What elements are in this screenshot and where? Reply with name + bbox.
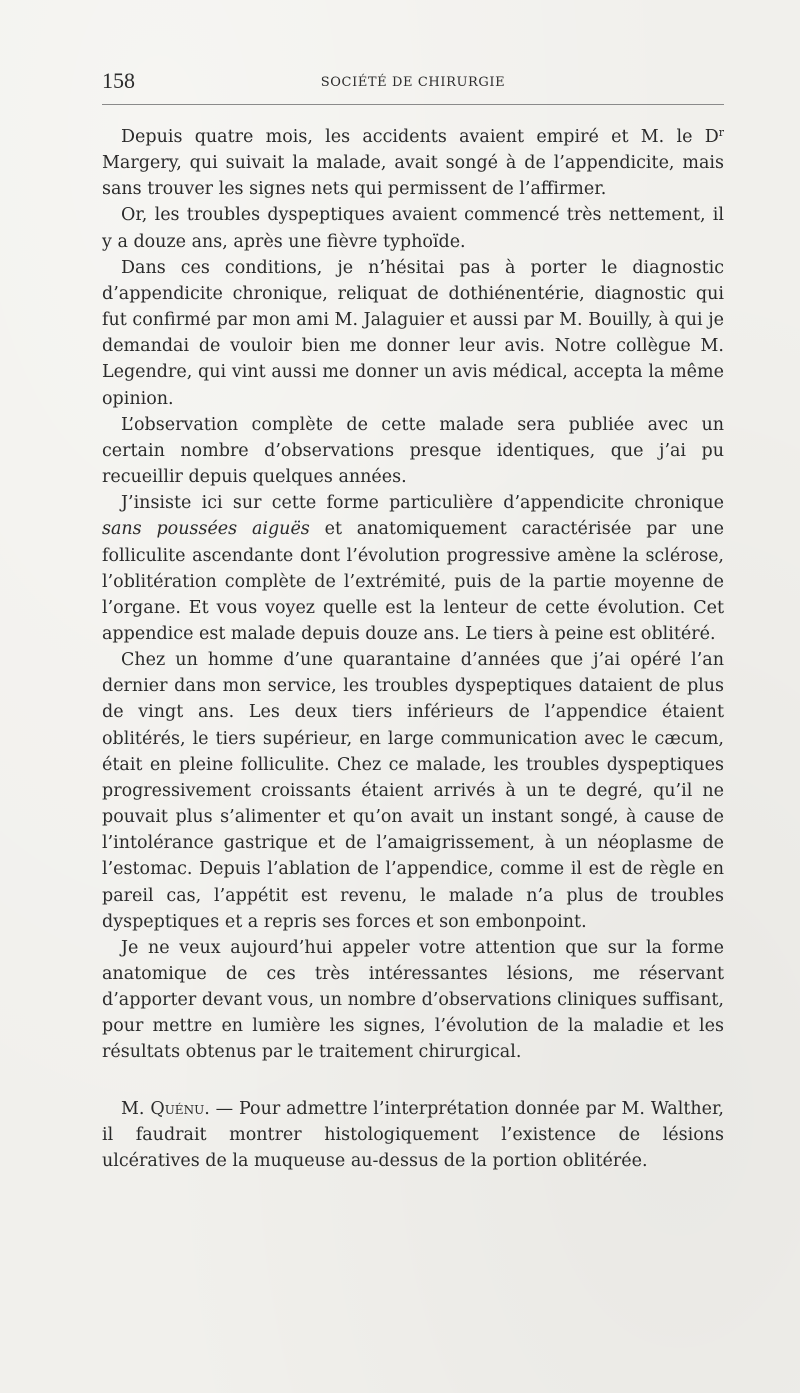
paragraph: Chez un homme d’une quarantaine d’années que j’ai opéré l’an dernier dans mon service, les troubles dyspeptiques dataient de plus de vingt ans. Les deux tiers inférieurs de l’appendice étaient oblitérés, le tiers supérieur, en large communication avec le cæcum, était en pleine folliculite. Chez ce malade, les troubles dyspeptiques progressivement croissants étaient arrivés à un te degré, qu’il ne pouvait plus s’alimenter et qu’on avait un instant songé, à cause de l’intolérance gastrique et de l’amaigrissement, à un néoplasme de l’estomac. Depuis l’ablation de l’appendice, comme il est de règle en pareil cas, l’appétit est revenu, le malade n’a plus de troubles dyspeptiques et a repris ses forces et son embonpoint. <box>102 650 724 932</box>
paragraph: Depuis quatre mois, les accidents avaient empiré et M. le $D^r$ Margery, qui suivait la malade, avait songé à de l’appendicite, mais sans trouver les signes nets qui permissent de l’affirmer. <box>102 126 724 200</box>
paragraph: Dans ces conditions, je n’hésitai pas à porter le diagnostic d’appendicite chronique, reliquat de dothiénentérie, diagnostic qui fut confirmé par mon ami M. Jalaguier et aussi par M. Bouilly, à qui je demandai de vouloir bien me donner leur avis. Notre collègue M. Legendre, qui vint aussi me donner un avis médical, accepta la même opinion. <box>102 257 724 409</box>
paragraph: L’observation complète de cette malade sera publiée avec un certain nombre d’observations presque identiques, que j’ai pu recueillir depuis quelques années. <box>102 414 724 488</box>
paragraph: J’insiste ici sur cette forme particulière d’appendicite chronique sans poussées aiguës et anatomiquement caractérisée par une folliculite ascendante dont l’évolution progressive amène la sclérose, l’oblitération complète de l’extrémité, puis de la partie moyenne de l’organe. Et vous voyez quelle est la lenteur de cette évolution. Cet appendice est malade depuis douze ans. Le tiers à peine est oblitéré. <box>102 493 724 644</box>
running-head: SOCIÉTÉ DE CHIRURGIE <box>320 75 506 90</box>
paragraph: Or, les troubles dyspeptiques avaient commencé très nettement, il y a douze ans, après une fièvre typhoïde. <box>102 205 724 252</box>
page-number: 158 <box>102 68 135 93</box>
speaker-name: Quénu <box>150 1098 205 1119</box>
page-header <box>102 64 724 94</box>
header-rule <box>102 104 724 105</box>
paragraph: Je ne veux aujourd’hui appeler votre attention que sur la forme anatomique de ces très intéressantes lésions, me réservant d’apporter devant vous, un nombre d’observations cliniques suffisant, pour mettre en lumière les signes, l’évolution de la maladie et les résultats obtenus par le traitement chirurgical. <box>102 937 724 1063</box>
section-gap <box>102 1066 724 1096</box>
speaker-paragraph: M. Quénu. — Pour admettre l’interprétation donnée par M. Walther, il faudrait montrer histologiquement l’existence de lésions ulcératives de la muqueuse au-dessus de la portion oblitérée. <box>102 1098 724 1171</box>
body-text <box>102 124 724 1174</box>
